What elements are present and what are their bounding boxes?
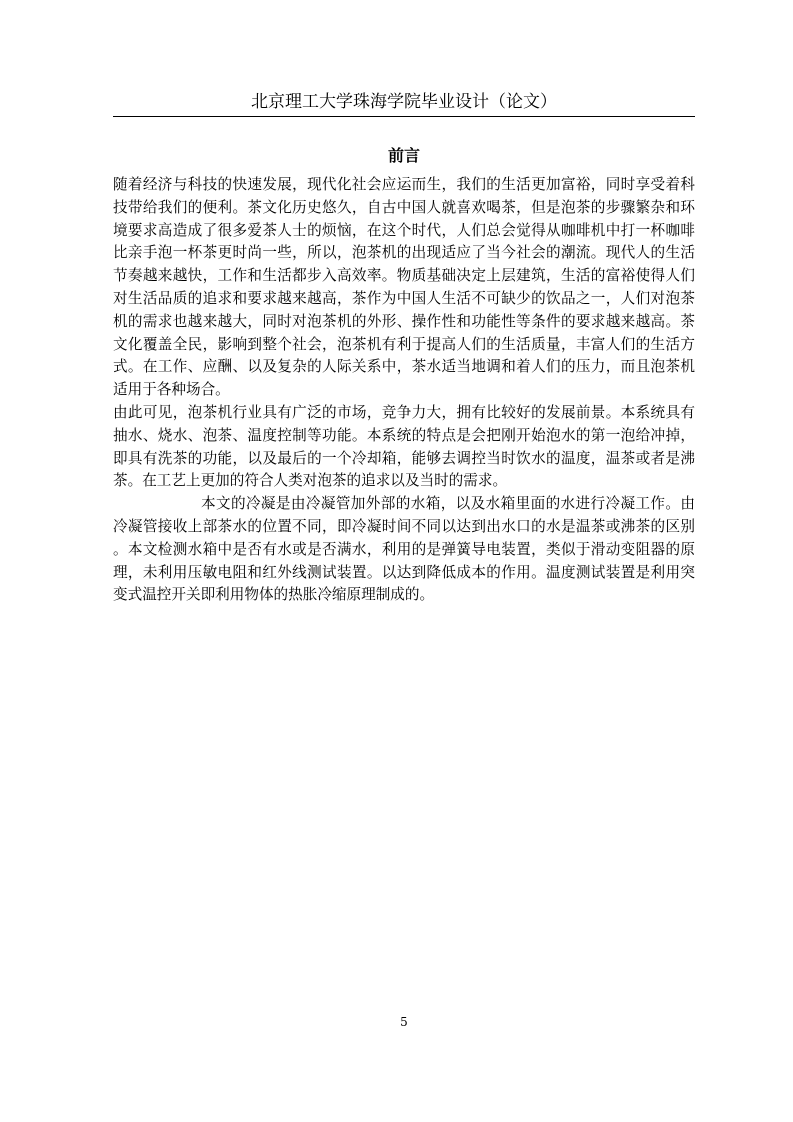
- paragraph-1: 随着经济与科技的快速发展，现代化社会应运而生，我们的生活更加富裕，同时享受着科技带给我们的便利。茶文化历史悠久，自古中国人就喜欢喝茶，但是泡茶的步骤繁杂和环境要求高造成了很多爱茶人士的烦恼，在这个时代，人们总会觉得从咖啡机中打一杯咖啡比亲手泡一杯茶更时尚一些，所以，泡茶机的出现适应了当今社会的潮流。现代人的生活节奏越来越快，工作和生活都步入高效率。物质基础决定上层建筑，生活的富裕使得人们对生活品质的追求和要求越来越高，茶作为中国人生活不可缺少的饮品之一，人们对泡茶机的需求也越来越大，同时对泡茶机的外形、操作性和功能性等条件的要求越来越高。茶文化覆盖全民，影响到整个社会，泡茶机有利于提高人们的生活质量，丰富人们的生活方式。在工作、应酬、以及复杂的人际关系中，茶水适当地调和着人们的压力，而且泡茶机适用于各种场合。: [113, 176, 695, 399]
- running-header: 北京理工大学珠海学院毕业设计（论文）: [251, 92, 557, 112]
- page-number: 5: [400, 1015, 408, 1029]
- section-title: 前言: [387, 146, 420, 165]
- header-rule: [113, 116, 695, 117]
- paragraph-2: 由此可见，泡茶机行业具有广泛的市场，竞争力大，拥有比较好的发展前景。本系统具有抽水、烧水、泡茶、温度控制等功能。本系统的特点是会把刚开始泡水的第一泡给冲掉，即具有洗茶的功能，以及最后的一个冷却箱，能够去调控当时饮水的温度，温茶或者是沸茶。在工艺上更加的符合人类对泡茶的追求以及当时的需求。: [113, 403, 695, 490]
- body-text: [113, 174, 695, 607]
- paragraph-3: 本文的冷凝是由冷凝管加外部的水箱，以及水箱里面的水进行冷凝工作。由冷凝管接收上部茶水的位置不同，即冷凝时间不同以达到出水口的水是温茶或沸茶的区别。本文检测水箱中是否有水或是否满水，利用的是弹簧导电装置，类似于滑动变阻器的原理，未利用压敏电阻和红外线测试装置。以达到降低成本的作用。温度测试装置是利用突变式温控开关即利用物体的热胀冷缩原理制成的。: [113, 495, 695, 604]
